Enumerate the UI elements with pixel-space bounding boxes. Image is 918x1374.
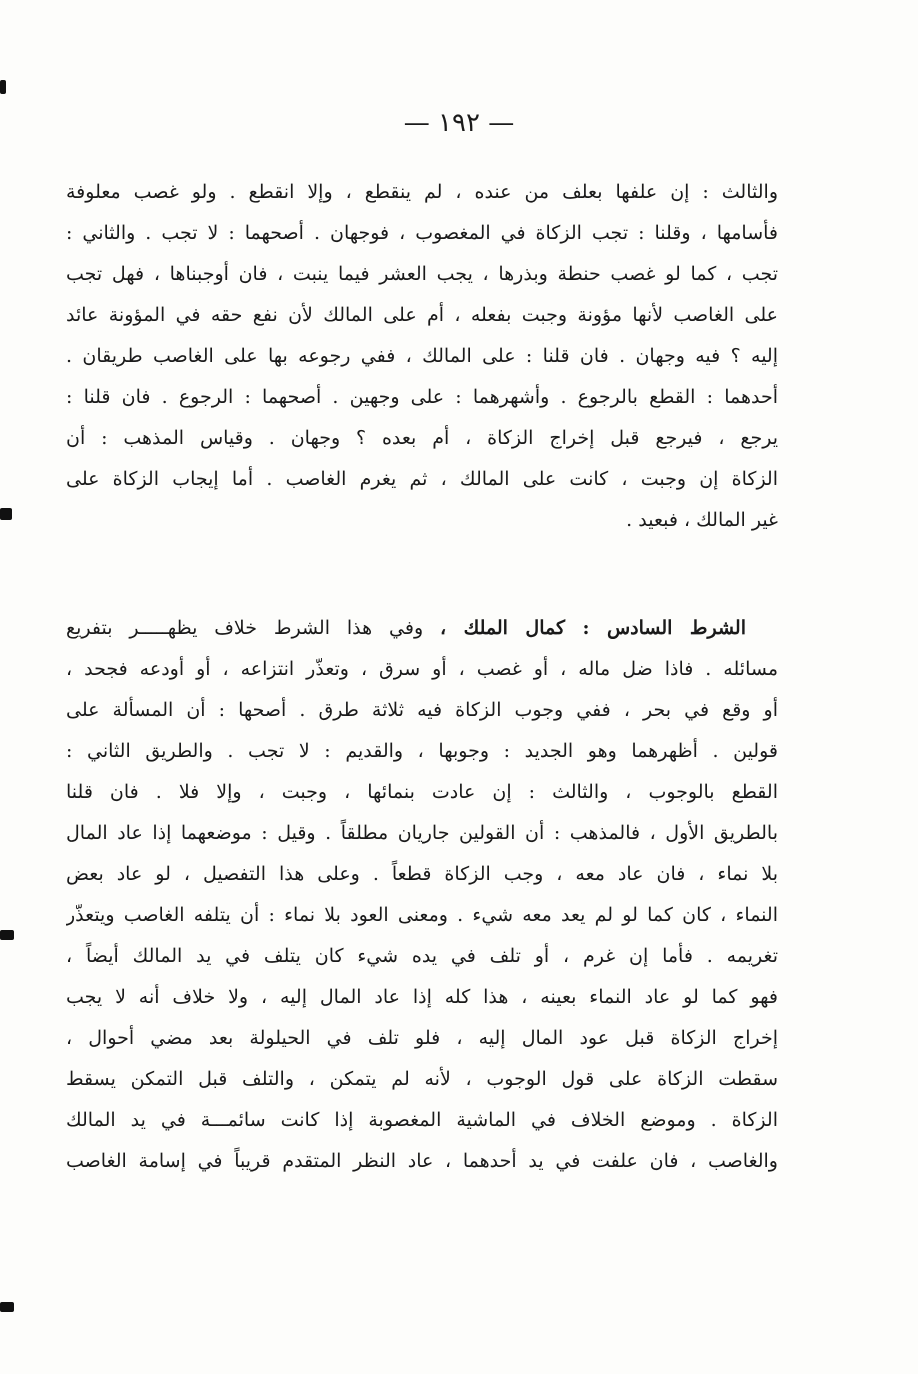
- text-line: تجب ، كما لو غصب حنطة وبذرها ، يجب العشر فيما ينبت ، فان أوجبناها ، فهل تجب: [66, 263, 778, 285]
- paragraph-1: [66, 172, 778, 541]
- scan-mark: [0, 508, 12, 520]
- text-line: تغريمه . فأما إن غرم ، أو تلف في يده شيء كان يتلف في يد المالك أيضاً ،: [66, 945, 778, 967]
- text-line: يرجع ، فيرجع قبل إخراج الزكاة ، أم بعده ؟ وجهان . وقياس المذهب : أن: [66, 427, 778, 449]
- text-line: إخراج الزكاة قبل عود المال إليه ، فلو تلف في الحيلولة بعد مضي أحوال ،: [66, 1027, 778, 1049]
- text-line: فأسامها ، وقلنا : تجب الزكاة في المغصوب ، فوجهان . أصحهما : لا تجب . والثاني :: [66, 222, 778, 244]
- text-line: الزكاة . وموضع الخلاف في الماشية المغصوبة إذا كانت سائمـــة في يد المالك: [66, 1109, 778, 1131]
- heading-continuation: وفي هذا الشرط خلاف يظهـــــر بتفريع: [66, 617, 424, 639]
- scan-mark: [0, 80, 6, 94]
- text-line: فهو كما لو عاد النماء بعينه ، هذا كله إذا عاد المال إليه ، ولا خلاف أنه لا يجب: [66, 986, 778, 1008]
- paragraph-2: [66, 608, 778, 1182]
- scan-mark: [0, 1302, 14, 1312]
- page-number: — ١٩٢ —: [403, 108, 515, 138]
- section-heading: الشرط السادس : كمال الملك ،: [440, 617, 746, 639]
- text-line: غير المالك ، فبعيد .: [626, 509, 778, 531]
- text-line: أحدهما : القطع بالرجوع . وأشهرهما : على وجهين . أصحهما : الرجوع . فان قلنا :: [66, 386, 778, 408]
- text-line-first: [66, 608, 778, 649]
- text-line: أو وقع في بحر ، ففي وجوب الزكاة فيه ثلاثة طرق . أصحها : أن المسألة على: [66, 699, 778, 721]
- text-line: القطع بالوجوب ، والثالث : إن عادت بنمائها ، وجبت ، وإلا فلا . فان قلنا: [66, 781, 778, 803]
- text-line: مسائله . فاذا ضل ماله ، أو غصب ، أو سرق ، وتعذّر انتزاعه ، أو أودعه فجحد ،: [66, 658, 778, 680]
- text-line: النماء ، كان كما لو لم يعد معه شيء . ومعنى العود بلا نماء : أن يتلفه الغاصب ويتعذّر: [66, 904, 778, 926]
- text-line: والغاصب ، فان علفت في يد أحدهما ، عاد النظر المتقدم قريباً في إسامة الغاصب: [66, 1150, 778, 1172]
- text-line: قولين . أظهرهما وهو الجديد : وجوبها ، والقديم : لا تجب . والطريق الثاني :: [66, 740, 778, 762]
- text-line: سقطت الزكاة على قول الوجوب ، لأنه لم يتمكن ، والتلف قبل التمكن يسقط: [66, 1068, 778, 1090]
- text-line: بلا نماء ، فان عاد معه ، وجب الزكاة قطعاً . وعلى هذا التفصيل ، لو عاد بعض: [66, 863, 778, 885]
- text-line: بالطريق الأول ، فالمذهب : أن القولين جاريان مطلقاً . وقيل : موضعهما إذا عاد المال: [66, 822, 778, 844]
- text-line: والثالث : إن علفها بعلف من عنده ، لم ينقطع ، وإلا انقطع . ولو غصب معلوفة: [66, 181, 778, 203]
- text-line: الزكاة إن وجبت ، كانت على المالك ، ثم يغرم الغاصب . أما إيجاب الزكاة على: [66, 468, 778, 490]
- text-line: إليه ؟ فيه وجهان . فان قلنا : على المالك ، ففي رجوعه بها على الغاصب طريقان .: [66, 345, 778, 367]
- text-line: على الغاصب لأنها مؤونة وجبت بفعله ، أم على المالك لأن نفع حقه في المؤونة عائد: [66, 304, 778, 326]
- scan-mark: [0, 930, 14, 940]
